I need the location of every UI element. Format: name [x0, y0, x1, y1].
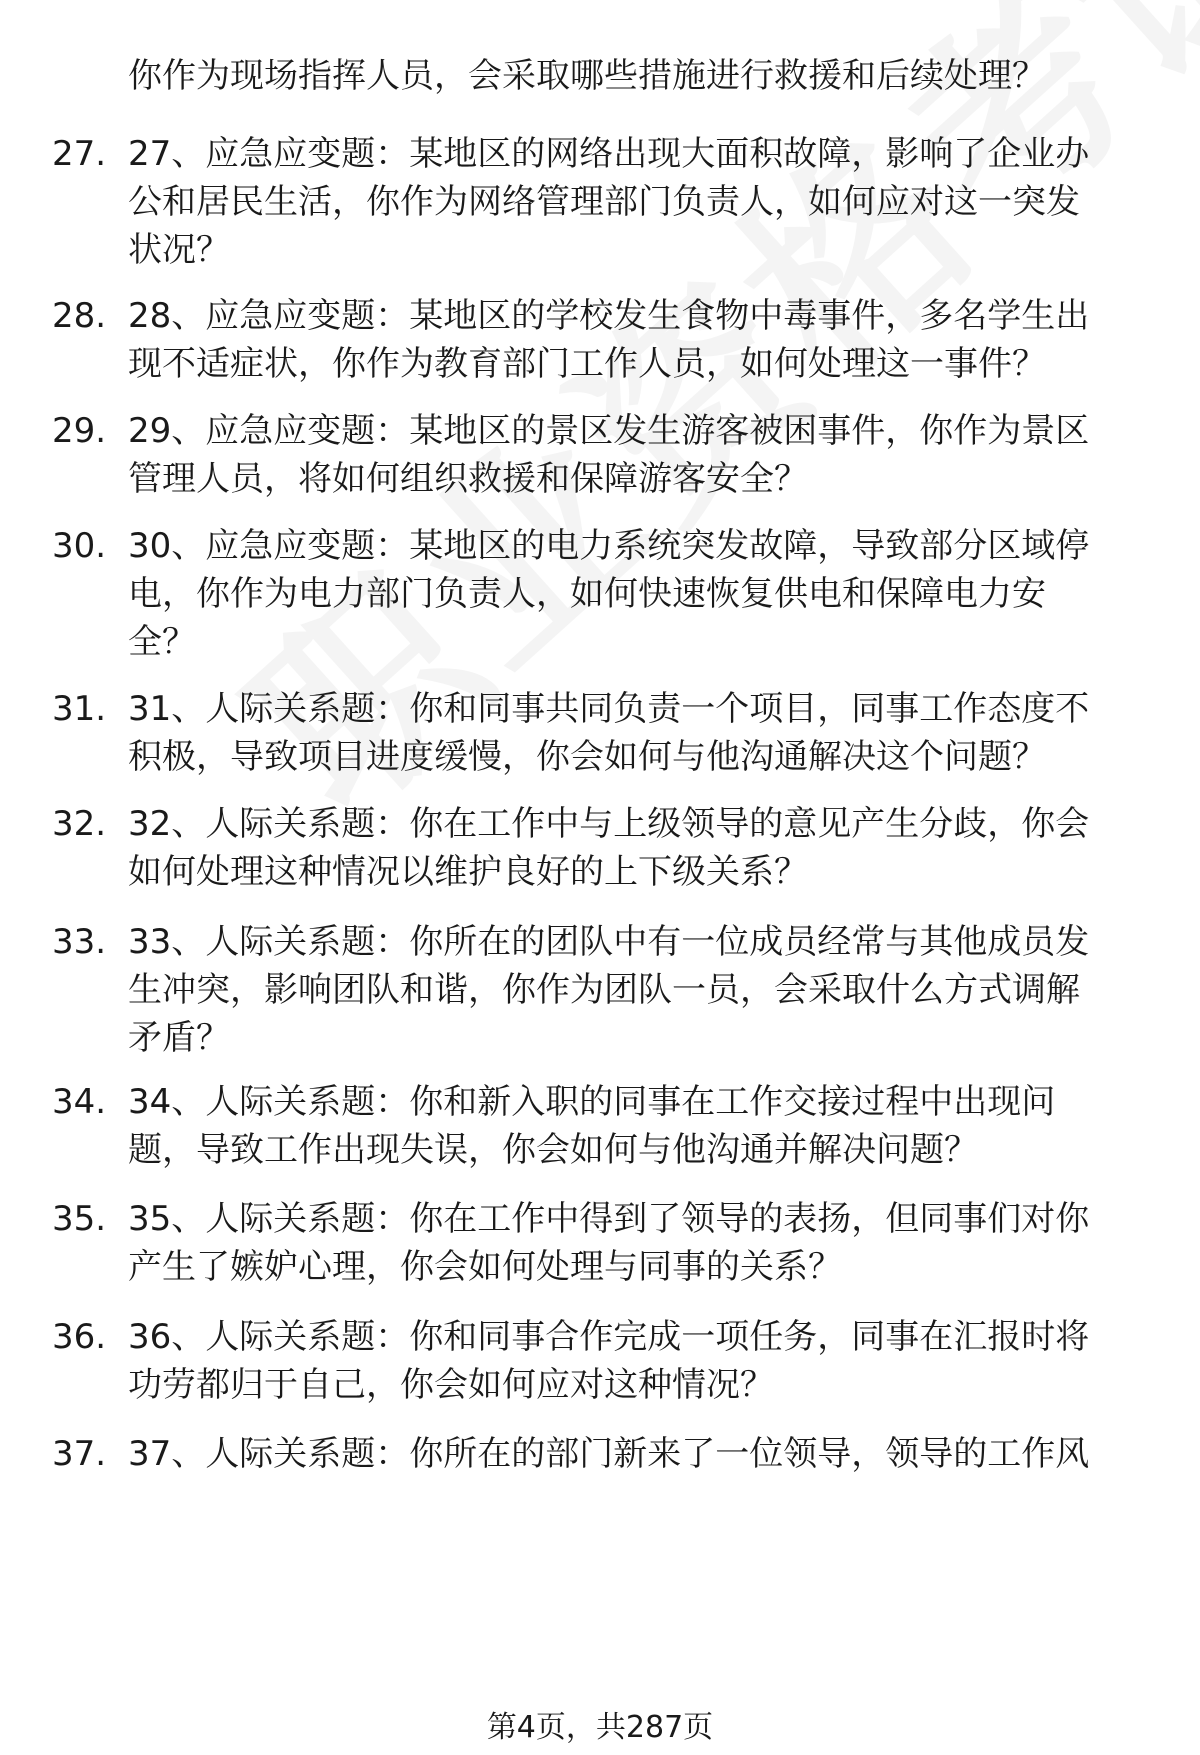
text-line: 27、应急应变题：某地区的网络出现大面积故障，影响了企业办	[128, 134, 1090, 174]
question-text	[128, 52, 1158, 100]
text-line: 现不适症状，你作为教育部门工作人员，如何处理这一事件？	[128, 344, 1046, 384]
question-text	[128, 1313, 1158, 1409]
question-text	[128, 522, 1158, 666]
question-text	[128, 1195, 1158, 1291]
text-line: 如何处理这种情况以维护良好的上下级关系？	[128, 852, 808, 892]
list-number: 34.	[52, 1082, 107, 1122]
text-line: 33、人际关系题：你所在的团队中有一位成员经常与其他成员发	[128, 922, 1090, 962]
text-line: 30、应急应变题：某地区的电力系统突发故障，导致部分区域停	[128, 526, 1090, 566]
text-line: 产生了嫉妒心理，你会如何处理与同事的关系？	[128, 1247, 842, 1287]
question-text	[128, 407, 1158, 503]
list-number: 28.	[52, 296, 107, 336]
text-line: 36、人际关系题：你和同事合作完成一项任务，同事在汇报时将	[128, 1317, 1090, 1357]
text-line: 公和居民生活，你作为网络管理部门负责人，如何应对这一突发	[128, 182, 1080, 222]
list-number: 27.	[52, 134, 107, 174]
text-line: 电，你作为电力部门负责人，如何快速恢复供电和保障电力安	[128, 574, 1046, 614]
question-text	[128, 1430, 1158, 1478]
text-line: 生冲突，影响团队和谐，你作为团队一员，会采取什么方式调解	[128, 970, 1080, 1010]
list-number: 33.	[52, 922, 107, 962]
question-text	[128, 130, 1158, 274]
text-line: 32、人际关系题：你在工作中与上级领导的意见产生分歧，你会	[128, 804, 1090, 844]
text-line: 功劳都归于自己，你会如何应对这种情况？	[128, 1365, 774, 1405]
text-line: 28、应急应变题：某地区的学校发生食物中毒事件，多名学生出	[128, 296, 1090, 336]
list-number: 30.	[52, 526, 107, 566]
list-number: 37.	[52, 1434, 107, 1474]
text-line: 状况？	[128, 230, 230, 270]
text-line: 管理人员，将如何组织救援和保障游客安全？	[128, 459, 808, 499]
list-number: 31.	[52, 689, 107, 729]
question-text	[128, 292, 1158, 388]
question-text	[128, 1078, 1158, 1174]
text-line: 积极，导致项目进度缓慢，你会如何与他沟通解决这个问题？	[128, 737, 1046, 777]
text-line: 34、人际关系题：你和新入职的同事在工作交接过程中出现问	[128, 1082, 1056, 1122]
text-line: 矛盾？	[128, 1018, 230, 1058]
list-number: 36.	[52, 1317, 107, 1357]
list-number: 32.	[52, 804, 107, 844]
text-line: 31、人际关系题：你和同事共同负责一个项目，同事工作态度不	[128, 689, 1090, 729]
text-line: 29、应急应变题：某地区的景区发生游客被困事件，你作为景区	[128, 411, 1090, 451]
text-line: 你作为现场指挥人员，会采取哪些措施进行救援和后续处理？	[128, 56, 1046, 96]
list-number: 35.	[52, 1199, 107, 1239]
text-line: 全？	[128, 622, 196, 662]
page-footer: 第4页，共287页	[486, 1710, 714, 1745]
question-text	[128, 685, 1158, 781]
list-number: 29.	[52, 411, 107, 451]
question-text	[128, 800, 1158, 896]
text-line: 题，导致工作出现失误，你会如何与他沟通并解决问题？	[128, 1130, 978, 1170]
question-text	[128, 918, 1158, 1062]
text-line: 35、人际关系题：你在工作中得到了领导的表扬，但同事们对你	[128, 1199, 1090, 1239]
text-line: 37、人际关系题：你所在的部门新来了一位领导，领导的工作风	[128, 1434, 1090, 1474]
